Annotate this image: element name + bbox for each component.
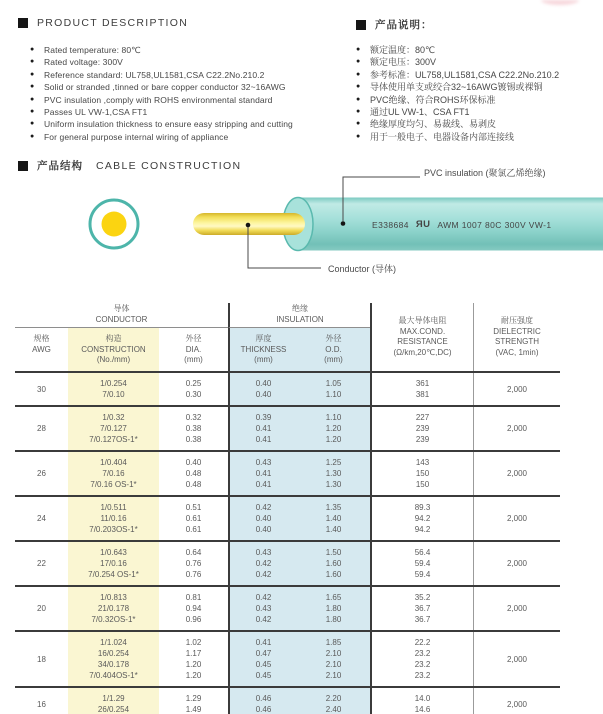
- construction-values: 1/1.29 26/0.254: [68, 688, 159, 714]
- section-title-en: CABLE CONSTRUCTION: [96, 159, 242, 172]
- spec-table-header: [15, 303, 560, 373]
- spec-row-awg-26: [15, 452, 560, 497]
- od-values: 1.35 1.40 1.40: [297, 497, 370, 540]
- cable-diagram: [0, 155, 603, 315]
- section-marker-icon: [18, 18, 28, 28]
- dia-values: 0.25 0.30: [185, 379, 202, 399]
- resistance-values: 14.0 14.6: [370, 688, 473, 714]
- bullet-icon: ●: [356, 120, 361, 128]
- bullet-item: [356, 94, 559, 106]
- dielectric-value: 2,000: [473, 497, 560, 540]
- spec-row-awg-22: [15, 542, 560, 587]
- section-title: PRODUCT DESCRIPTION: [37, 17, 189, 29]
- product-description-header: [18, 17, 188, 29]
- cable-spec-text: AWM 1007 80C 300V VW-1: [437, 219, 552, 230]
- dielectric-column-header: 耐压强度 DIELECTRIC STRENGTH (VAC, 1min): [473, 303, 560, 371]
- dielectric-value: 2,000: [473, 542, 560, 585]
- spec-row-awg-30: [15, 373, 560, 407]
- resistance-values: 56.4 59.4 59.4: [370, 542, 473, 585]
- dia-values: 1.02 1.17 1.20 1.20: [185, 638, 202, 680]
- section-marker-icon: [356, 20, 366, 30]
- group-label-en: INSULATION: [276, 314, 324, 324]
- awg-value: 20: [37, 604, 46, 613]
- spec-table: [15, 303, 560, 714]
- group-label-zh: 绝缘: [292, 304, 308, 313]
- od-values: 1.65 1.80 1.80: [297, 587, 370, 630]
- bullet-text: Uniform insulation thickness to ensure easy stripping and cutting: [44, 119, 293, 130]
- bullet-text: Reference standard: UL758,UL1581,CSA C22.2No.210.2: [44, 69, 265, 80]
- bullet-icon: ●: [30, 46, 35, 53]
- bullet-text: 额定温度：80℃: [370, 45, 436, 55]
- bullet-text: 用于一般电子、电器设备内部连接线: [370, 131, 515, 142]
- bullet-item: [30, 81, 293, 93]
- dia-values: 1.29 1.49: [185, 694, 202, 714]
- spec-row-awg-24: [15, 497, 560, 542]
- bullet-item: [30, 94, 293, 106]
- thickness-values: 0.42 0.43 0.42: [228, 587, 297, 630]
- product-description-zh-header: [356, 17, 433, 32]
- product-description-list: [30, 44, 293, 143]
- construction-values: 1/0.254 7/0.10: [68, 373, 159, 405]
- bullet-icon: ●: [356, 46, 361, 53]
- resistance-values: 22.2 23.2 23.2 23.2: [370, 632, 473, 686]
- resistance-values: 35.2 36.7 36.7: [370, 587, 473, 630]
- bullet-item: [356, 44, 559, 56]
- bullet-icon: ●: [356, 70, 361, 78]
- cable-print-legend: [372, 219, 552, 230]
- group-label-en: CONDUCTOR: [95, 314, 148, 324]
- bullet-icon: ●: [356, 132, 361, 140]
- section-title: 产品说明：: [375, 19, 433, 31]
- bullet-text: 导体使用单支或绞合32~16AWG镀锡或裸铜: [370, 82, 543, 93]
- bullet-icon: ●: [356, 108, 361, 116]
- cable-diagram-svg: [0, 155, 603, 315]
- bullet-item: [356, 81, 559, 93]
- od-values: 1.25 1.30 1.30: [297, 452, 370, 495]
- bullet-text: 通过UL VW-1、CSA FT1: [370, 107, 470, 118]
- bullet-icon: ●: [30, 70, 35, 78]
- thickness-values: 0.43 0.42 0.42: [228, 542, 297, 585]
- dia-values: 0.32 0.38 0.38: [185, 413, 202, 444]
- spec-row-awg-16: [15, 688, 560, 714]
- thickness-values: 0.46 0.46: [228, 688, 297, 714]
- dia-values: 0.51 0.61 0.61: [185, 503, 202, 534]
- bullet-text: Rated temperature: 80℃: [44, 45, 141, 55]
- dielectric-value: 2,000: [473, 632, 560, 686]
- product-description-zh-list: [356, 44, 559, 143]
- construction-column-header: 构造 CONSTRUCTION (No./mm): [68, 328, 159, 371]
- conductor-label: Conductor (导体): [328, 264, 397, 274]
- construction-values: 1/0.32 7/0.127 7/0.127OS-1*: [68, 407, 159, 450]
- bullet-text: For general purpose internal wiring of appliance: [44, 131, 229, 142]
- bullet-item: [30, 56, 293, 68]
- bullet-icon: ●: [30, 58, 35, 66]
- bullet-text: 参考标准：UL758,UL1581,CSA C22.2No.210.2: [370, 69, 560, 80]
- bullet-icon: ●: [30, 83, 35, 91]
- dielectric-value: 2,000: [473, 407, 560, 450]
- construction-values: 1/1.024 16/0.254 34/0.178 7/0.404OS-1*: [68, 632, 159, 686]
- resistance-values: 227 239 239: [370, 407, 473, 450]
- ul-recognized-icon: ЯU: [415, 219, 431, 230]
- thickness-values: 0.40 0.40: [228, 373, 297, 405]
- od-values: 1.50 1.60 1.60: [297, 542, 370, 585]
- bullet-text: PVC insulation ,comply with ROHS environmental standard: [44, 94, 273, 105]
- dia-values: 0.81 0.94 0.96: [185, 593, 202, 624]
- bullet-text: Solid or stranded ,tinned or bare copper conductor 32~16AWG: [44, 82, 286, 93]
- bullet-text: Passes UL VW-1,CSA FT1: [44, 107, 148, 118]
- dielectric-value: 2,000: [473, 587, 560, 630]
- bullet-icon: ●: [30, 95, 35, 103]
- resistance-values: 143 150 150: [370, 452, 473, 495]
- bullet-item: [30, 106, 293, 118]
- awg-value: 22: [37, 559, 46, 568]
- bullet-text: 绝缘厚度均匀、易裁线、易剥皮: [370, 119, 497, 130]
- bullet-icon: ●: [30, 132, 35, 140]
- bullet-item: [356, 131, 559, 143]
- awg-value: 16: [37, 699, 46, 709]
- dia-values: 0.64 0.76 0.76: [185, 548, 202, 579]
- thickness-values: 0.42 0.40 0.40: [228, 497, 297, 540]
- cross-section-conductor: [102, 212, 127, 237]
- ul-file-number: E338684: [372, 219, 409, 230]
- spec-row-awg-18: [15, 632, 560, 688]
- bullet-item: [30, 131, 293, 143]
- spec-row-awg-28: [15, 407, 560, 452]
- thickness-values: 0.39 0.41 0.41: [228, 407, 297, 450]
- bullet-item: [30, 69, 293, 81]
- awg-value: 24: [37, 514, 46, 523]
- construction-values: 1/0.404 7/0.16 7/0.16 OS-1*: [68, 452, 159, 495]
- od-values: 1.05 1.10: [297, 373, 370, 405]
- construction-values: 1/0.511 11/0.16 7/0.203OS-1*: [68, 497, 159, 540]
- awg-value: 28: [37, 424, 46, 433]
- group-label-zh: 导体: [113, 304, 130, 313]
- dia-values: 0.40 0.48 0.48: [185, 458, 202, 489]
- bullet-item: [30, 44, 293, 56]
- resistance-values: 89.3 94.2 94.2: [370, 497, 473, 540]
- section-title-zh: 产品结构: [37, 160, 83, 172]
- bullet-text: 额定电压：300V: [370, 57, 437, 68]
- bullet-item: [30, 118, 293, 130]
- bullet-item: [356, 69, 559, 81]
- insulation-group-header: [228, 303, 370, 328]
- awg-value: 30: [37, 384, 46, 394]
- dielectric-value: 2,000: [473, 373, 560, 405]
- thickness-values: 0.41 0.47 0.45 0.45: [228, 632, 297, 686]
- awg-value: 18: [37, 654, 46, 664]
- construction-values: 1/0.643 17/0.16 7/0.254 OS-1*: [68, 542, 159, 585]
- bullet-icon: ●: [356, 95, 361, 103]
- pvc-insulation-label: PVC insulation (聚氯乙烯绝缘): [424, 168, 546, 178]
- dielectric-value: 2,000: [473, 688, 560, 714]
- spec-row-awg-20: [15, 587, 560, 632]
- bullet-item: [356, 56, 559, 68]
- pvc-leader-dot: [341, 221, 346, 226]
- thickness-values: 0.43 0.41 0.41: [228, 452, 297, 495]
- resistance-values: 361 381: [370, 373, 473, 405]
- awg-column-header: 规格 AWG: [32, 334, 51, 354]
- od-values: 1.10 1.20 1.20: [297, 407, 370, 450]
- bullet-item: [356, 118, 559, 130]
- bullet-icon: ●: [30, 108, 35, 116]
- dia-column-header: 外径 DIA. (mm): [184, 334, 203, 364]
- dielectric-value: 2,000: [473, 452, 560, 495]
- logo-fragment: [541, 0, 579, 5]
- od-column-header: 外径 O.D. (mm): [297, 328, 370, 371]
- thickness-column-header: 厚度 THICKNESS (mm): [228, 328, 297, 371]
- construction-values: 1/0.813 21/0.178 7/0.32OS-1*: [68, 587, 159, 630]
- bullet-icon: ●: [356, 58, 361, 66]
- resistance-column-header: 最大导体电阻 MAX.COND. RESISTANCE (Ω/km,20℃,DC): [370, 303, 473, 371]
- awg-value: 26: [37, 469, 46, 478]
- bullet-item: [356, 106, 559, 118]
- bullet-icon: ●: [356, 83, 361, 91]
- bullet-text: Rated voltage: 300V: [44, 57, 123, 68]
- bullet-icon: ●: [30, 120, 35, 128]
- spec-table-body: [15, 373, 560, 714]
- od-values: 1.85 2.10 2.10 2.10: [297, 632, 370, 686]
- od-values: 2.20 2.40: [297, 688, 370, 714]
- conductor-leader-dot: [246, 223, 251, 228]
- bullet-text: PVC绝缘、符合ROHS环保标准: [370, 94, 496, 105]
- conductor-group-header: [15, 303, 228, 328]
